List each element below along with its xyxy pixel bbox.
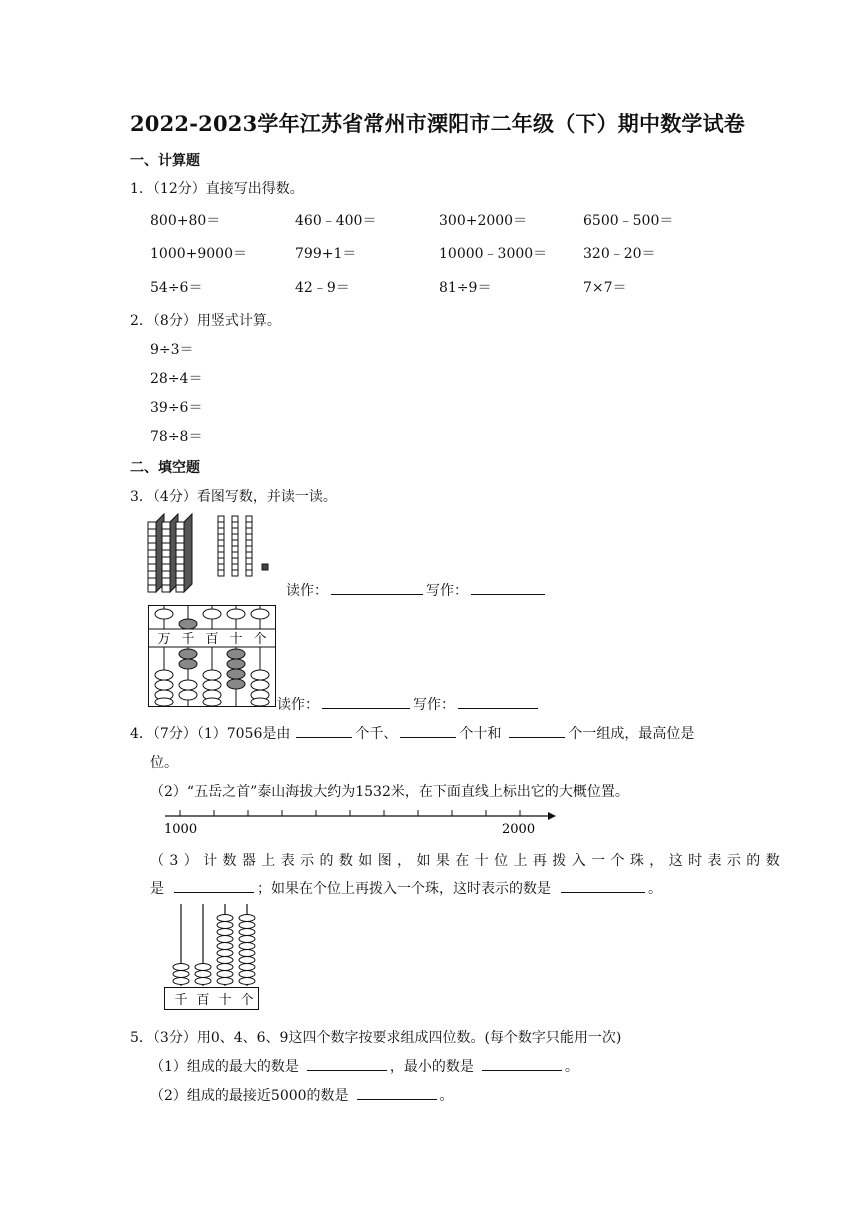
q3-line2: [277, 694, 541, 714]
abacus-figure: [148, 605, 276, 707]
q5-part2: [150, 1085, 454, 1105]
q4-text: 个十和: [459, 726, 502, 742]
q5-heading: 5．（3分）用0、4、6、9这四个数字按要求组成四位数。(每个数字只能用一次): [130, 1030, 622, 1046]
q5-blank-closest[interactable]: [357, 1085, 437, 1100]
q4-blank-tens-added[interactable]: [174, 878, 254, 893]
q2-item: 39÷6＝: [150, 400, 203, 416]
abacus-place-label: 个: [253, 632, 267, 647]
q5-part1: [150, 1056, 579, 1076]
q1-cell: 54÷6＝: [150, 280, 203, 296]
base-ten-blocks-figure: [148, 512, 273, 594]
counter-place-label: 十: [218, 993, 232, 1008]
read-label: 读作：: [277, 697, 319, 713]
abacus-place-label: 十: [229, 632, 243, 647]
q5-text: 。: [439, 1088, 454, 1104]
q1-cell: 800+80＝: [150, 213, 221, 229]
page-title: 2022-2023学年江苏省常州市溧阳市二年级（下）期中数学试卷: [130, 111, 746, 136]
q4-part1-line2: 位。: [150, 755, 178, 771]
q4-text: 个千、: [355, 726, 398, 742]
q1-cell: 1000+9000＝: [150, 246, 247, 262]
q4-heading: 4．（7分）（1）7056是由: [130, 726, 291, 742]
q1-cell: 799+1＝: [295, 246, 357, 262]
numline-end-label: 2000: [502, 822, 536, 837]
counter-place-label: 个: [240, 993, 254, 1008]
q4-blank-thousands[interactable]: [296, 723, 352, 738]
read-label: 读作：: [286, 583, 328, 599]
q5-text: 。: [564, 1059, 579, 1075]
q4-text: 是: [150, 881, 164, 897]
abacus-place-label: 万: [157, 632, 171, 647]
section-heading-calculation: 一、计算题: [130, 153, 200, 169]
q4-blank-ones[interactable]: [509, 723, 565, 738]
q1-cell: 42﹣9＝: [295, 280, 350, 296]
q5-text: （2）组成的最接近5000的数是: [150, 1088, 349, 1104]
q2-item: 9÷3＝: [150, 342, 194, 358]
q4-text: ；如果在个位上再拨入一个珠，这时表示的数是: [257, 881, 551, 897]
write-label: 写作：: [426, 583, 468, 599]
q1-cell: 81÷9＝: [439, 280, 492, 296]
q2-heading: 2．（8分）用竖式计算。: [130, 313, 281, 329]
q3-write-blank-2[interactable]: [458, 694, 538, 709]
q4-part2: （2）“五岳之首”泰山海拔大约为1532米，在下面直线上标出它的大概位置。: [150, 784, 629, 800]
q4-text: 个一组成，最高位是: [568, 726, 695, 742]
q1-cell: 460﹣400＝: [295, 213, 377, 229]
q5-blank-largest[interactable]: [307, 1056, 387, 1071]
counter-place-label: 百: [196, 993, 210, 1008]
q1-cell: 320﹣20＝: [583, 246, 656, 262]
write-label: 写作：: [413, 697, 455, 713]
q5-text: （1）组成的最大的数是: [150, 1059, 299, 1075]
q2-item: 28÷4＝: [150, 371, 203, 387]
abacus-place-label: 千: [181, 632, 195, 647]
q1-cell: 10000﹣3000＝: [439, 246, 548, 262]
q4-part1: [130, 723, 694, 743]
section-heading-fill-blank: 二、填空题: [130, 460, 200, 476]
q1-cell: 6500﹣500＝: [583, 213, 674, 229]
q3-read-blank-2[interactable]: [322, 694, 410, 709]
counter-figure: [162, 904, 262, 1012]
q1-heading: 1．（12分）直接写出得数。: [130, 181, 304, 197]
abacus-place-label: 百: [205, 632, 219, 647]
q5-blank-smallest[interactable]: [482, 1056, 562, 1071]
number-line: [160, 806, 560, 840]
q3-line1: [286, 580, 548, 600]
q1-cell: 7×7＝: [583, 280, 627, 296]
q2-item: 78÷8＝: [150, 429, 203, 445]
q4-text: 。: [648, 881, 662, 897]
q4-blank-tens[interactable]: [400, 723, 456, 738]
q4-blank-ones-added[interactable]: [561, 878, 645, 893]
q3-heading: 3．（4分）看图写数，并读一读。: [130, 489, 337, 505]
q1-cell: 300+2000＝: [439, 213, 528, 229]
q3-read-blank-1[interactable]: [331, 580, 423, 595]
counter-place-label: 千: [174, 993, 188, 1008]
q3-write-blank-1[interactable]: [471, 580, 545, 595]
numline-start-label: 1000: [164, 822, 198, 837]
q5-text: ，最小的数是: [389, 1059, 474, 1075]
q4-part3-line1: （3）计数器上表示的数如图，如果在十位上再拨入一个珠，这时表示的数: [150, 853, 786, 869]
q4-part3-line2: [150, 878, 662, 898]
